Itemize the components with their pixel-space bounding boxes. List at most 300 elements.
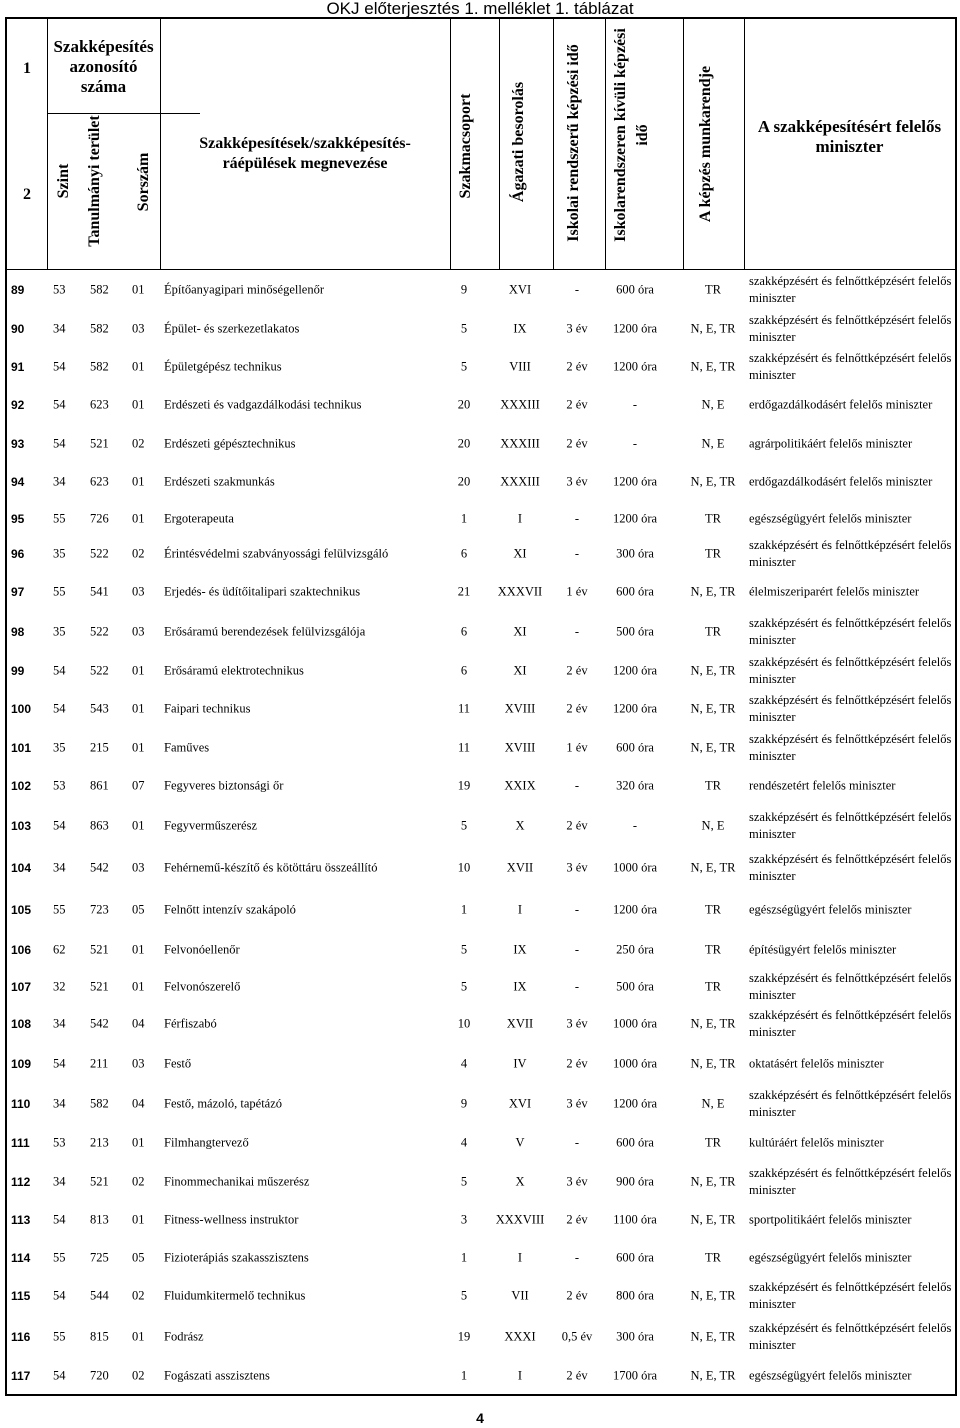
cell-no: 109 bbox=[11, 1057, 32, 1071]
cell-fld: 544 bbox=[90, 1288, 109, 1303]
cell-min: szakképzésért és felnőttképzésért felelős miniszter bbox=[749, 1320, 952, 1352]
cell-ser: 05 bbox=[132, 902, 145, 917]
cell-no: 107 bbox=[11, 980, 32, 994]
cell-ser: 07 bbox=[132, 778, 145, 793]
cell-no: 101 bbox=[11, 741, 32, 755]
cell-fld: 861 bbox=[90, 778, 109, 793]
cell-ser: 01 bbox=[132, 397, 145, 412]
cell-name: Fluidumkitermelő technikus bbox=[164, 1288, 306, 1303]
cell-sched: N, E, TR bbox=[690, 1212, 736, 1227]
cell-extra: 1200 óra bbox=[612, 474, 658, 489]
cell-school: 2 év bbox=[566, 397, 588, 412]
cell-fld: 725 bbox=[90, 1250, 109, 1264]
cell-sched: N, E bbox=[701, 818, 725, 832]
grid-line bbox=[605, 19, 606, 269]
cell-fld: 623 bbox=[90, 474, 109, 489]
cell-grp: 11 bbox=[457, 740, 471, 755]
cell-extra: 1700 óra bbox=[612, 1368, 658, 1382]
table-row bbox=[7, 689, 955, 729]
cell-ser: 05 bbox=[132, 1250, 145, 1264]
cell-lvl: 54 bbox=[53, 663, 66, 677]
cell-name: Fogászati asszisztens bbox=[164, 1368, 270, 1382]
cell-fld: 522 bbox=[90, 546, 109, 561]
grid-line bbox=[499, 19, 500, 269]
cell-name: Férfiszabó bbox=[164, 1016, 217, 1031]
cell-name: Felvonószerelő bbox=[164, 979, 241, 994]
cell-lvl: 32 bbox=[53, 979, 66, 994]
cell-school: 2 év bbox=[566, 818, 588, 832]
cell-ser: 01 bbox=[132, 740, 145, 755]
grid-line bbox=[683, 19, 684, 269]
cell-ser: 02 bbox=[132, 546, 145, 561]
cell-lvl: 55 bbox=[53, 584, 66, 599]
table-row bbox=[7, 846, 955, 889]
cell-grp: 5 bbox=[460, 1174, 468, 1188]
cell-sched: N, E, TR bbox=[690, 1056, 736, 1071]
table-row bbox=[7, 270, 955, 310]
cell-extra: 800 óra bbox=[616, 1288, 654, 1303]
header-row1-number: 1 bbox=[23, 60, 31, 77]
table-row bbox=[7, 1239, 955, 1276]
cell-name: Faipari technikus bbox=[164, 701, 251, 716]
cell-name: Erősáramú elektrotechnikus bbox=[164, 663, 304, 677]
cell-school: 2 év bbox=[566, 1368, 588, 1382]
cell-fld: 522 bbox=[90, 663, 109, 677]
cell-sec: IV bbox=[513, 1056, 527, 1071]
cell-lvl: 54 bbox=[53, 397, 66, 412]
cell-grp: 20 bbox=[457, 436, 471, 450]
cell-name: Fehérnemű-készítő és kötöttáru összeállító bbox=[164, 860, 378, 874]
cell-extra: 600 óra bbox=[616, 740, 654, 755]
cell-sec: V bbox=[515, 1135, 525, 1149]
cell-fld: 582 bbox=[90, 282, 109, 297]
cell-min: egészségügyért felelős miniszter bbox=[749, 1250, 912, 1264]
cell-min: szakképzésért és felnőttképzésért felelős miniszter bbox=[749, 313, 952, 344]
cell-lvl: 34 bbox=[53, 321, 66, 336]
table-row bbox=[7, 535, 955, 573]
cell-extra: 320 óra bbox=[616, 778, 654, 793]
cell-min: szakképzésért és felnőttképzésért felelős miniszter bbox=[749, 350, 952, 382]
cell-school: - bbox=[574, 902, 580, 917]
cell-no: 114 bbox=[11, 1250, 31, 1265]
cell-school: 3 év bbox=[566, 474, 588, 489]
cell-ser: 01 bbox=[132, 1212, 145, 1227]
cell-no: 104 bbox=[11, 860, 32, 875]
cell-lvl: 34 bbox=[53, 1016, 66, 1031]
cell-sched: N, E, TR bbox=[690, 1174, 736, 1188]
cell-school: - bbox=[574, 1250, 580, 1264]
cell-grp: 1 bbox=[460, 1368, 468, 1382]
cell-sched: N, E, TR bbox=[690, 584, 736, 599]
cell-name: Festő bbox=[164, 1056, 192, 1071]
cell-school: - bbox=[574, 624, 580, 638]
table-row bbox=[7, 1085, 955, 1123]
cell-school: 1 év bbox=[566, 740, 588, 755]
table-row bbox=[7, 1005, 955, 1043]
cell-lvl: 34 bbox=[53, 474, 66, 489]
cell-ser: 01 bbox=[132, 942, 145, 957]
cell-sec: XXXIII bbox=[500, 397, 540, 412]
cell-ser: 02 bbox=[132, 1174, 145, 1188]
cell-sec: I bbox=[517, 902, 523, 917]
cell-sched: N, E, TR bbox=[690, 860, 736, 874]
cell-ser: 04 bbox=[132, 1016, 145, 1031]
cell-ser: 03 bbox=[132, 321, 145, 336]
cell-ser: 03 bbox=[132, 860, 145, 874]
table-row bbox=[7, 425, 955, 462]
cell-name: Erdészeti szakmunkás bbox=[164, 474, 275, 489]
table-row bbox=[7, 310, 955, 348]
cell-ser: 01 bbox=[132, 1329, 145, 1343]
header-sector: Ágazati besorolás bbox=[510, 81, 527, 203]
cell-sec: X bbox=[515, 818, 525, 832]
cell-grp: 1 bbox=[460, 902, 468, 917]
cell-fld: 582 bbox=[90, 1096, 109, 1111]
cell-extra: 1200 óra bbox=[612, 663, 658, 677]
cell-fld: 521 bbox=[90, 1174, 109, 1188]
cell-school: 0,5 év bbox=[561, 1329, 593, 1343]
cell-sec: XXXIII bbox=[500, 474, 540, 489]
cell-ser: 01 bbox=[132, 511, 145, 525]
cell-grp: 9 bbox=[460, 1096, 468, 1111]
cell-fld: 542 bbox=[90, 1016, 109, 1031]
cell-name: Fegyveres biztonsági őr bbox=[164, 778, 284, 793]
cell-name: Finommechanikai műszerész bbox=[164, 1174, 310, 1188]
cell-fld: 582 bbox=[90, 321, 109, 336]
grid-line bbox=[450, 19, 451, 269]
cell-lvl: 53 bbox=[53, 282, 66, 297]
cell-grp: 5 bbox=[460, 321, 468, 336]
cell-extra: 1200 óra bbox=[612, 359, 658, 373]
cell-no: 115 bbox=[11, 1289, 31, 1303]
cell-min: szakképzésért és felnőttképzésért felelős miniszter bbox=[749, 693, 952, 724]
cell-sec: XXXVIII bbox=[495, 1212, 545, 1227]
cell-sched: TR bbox=[705, 902, 721, 917]
table-row bbox=[7, 385, 955, 425]
cell-school: 3 év bbox=[566, 1096, 588, 1111]
cell-no: 97 bbox=[11, 585, 25, 599]
cell-grp: 10 bbox=[457, 860, 471, 874]
header-school-time: Iskolai rendszerű képzési idő bbox=[565, 44, 582, 242]
cell-lvl: 35 bbox=[53, 546, 66, 561]
grid-line bbox=[47, 113, 200, 114]
cell-min: kultúráért felelős miniszter bbox=[749, 1135, 884, 1149]
cell-sec: XXXIII bbox=[500, 436, 540, 450]
cell-sec: X bbox=[515, 1174, 525, 1188]
cell-sec: XXXI bbox=[504, 1329, 536, 1343]
cell-sched: TR bbox=[705, 624, 721, 638]
cell-grp: 19 bbox=[457, 778, 471, 793]
cell-min: egészségügyért felelős miniszter bbox=[749, 511, 912, 525]
cell-ser: 01 bbox=[132, 818, 145, 832]
header-serial: Sorszám bbox=[135, 152, 152, 212]
cell-fld: 213 bbox=[90, 1135, 109, 1149]
cell-grp: 20 bbox=[457, 397, 471, 412]
page-title: OKJ előterjesztés 1. melléklet 1. táblázat bbox=[326, 0, 634, 18]
cell-no: 95 bbox=[11, 511, 25, 526]
cell-ser: 02 bbox=[132, 1368, 145, 1382]
cell-name: Érintésvédelmi szabványossági felülvizsgáló bbox=[164, 546, 389, 561]
cell-lvl: 54 bbox=[53, 818, 66, 832]
header-level: Szint bbox=[55, 163, 72, 199]
cell-grp: 5 bbox=[460, 818, 468, 832]
cell-school: 2 év bbox=[566, 663, 588, 677]
cell-extra: 300 óra bbox=[616, 1329, 654, 1343]
cell-ser: 02 bbox=[132, 1288, 145, 1303]
cell-extra: 300 óra bbox=[616, 546, 654, 561]
cell-lvl: 55 bbox=[53, 511, 66, 525]
header-row2-number: 2 bbox=[23, 186, 31, 203]
cell-extra: 600 óra bbox=[616, 584, 654, 599]
table-row bbox=[7, 611, 955, 652]
table-row bbox=[7, 1043, 955, 1085]
cell-name: Felvonóellenőr bbox=[164, 942, 240, 957]
cell-sec: XI bbox=[513, 663, 527, 677]
cell-sched: N, E bbox=[701, 1096, 725, 1111]
cell-sec: XXXVII bbox=[497, 584, 543, 599]
cell-grp: 1 bbox=[460, 1250, 468, 1264]
cell-no: 89 bbox=[11, 283, 25, 297]
cell-school: - bbox=[574, 546, 580, 561]
page-number: 4 bbox=[476, 1410, 484, 1426]
cell-sched: TR bbox=[705, 778, 721, 793]
cell-name: Építőanyagipari minőségellenőr bbox=[164, 282, 325, 297]
cell-no: 91 bbox=[11, 359, 25, 374]
cell-sched: N, E, TR bbox=[690, 1016, 736, 1031]
cell-name: Fodrász bbox=[164, 1329, 204, 1343]
cell-grp: 5 bbox=[460, 979, 468, 994]
cell-extra: 600 óra bbox=[616, 1250, 654, 1264]
cell-name: Erjedés- és üdítőitalipari szaktechnikus bbox=[164, 584, 361, 599]
cell-lvl: 54 bbox=[53, 1056, 66, 1071]
cell-sched: N, E, TR bbox=[690, 1368, 736, 1382]
cell-min: szakképzésért és felnőttképzésért felelős miniszter bbox=[749, 1088, 952, 1119]
cell-sched: N, E bbox=[701, 397, 725, 412]
cell-lvl: 54 bbox=[53, 1212, 66, 1227]
cell-school: - bbox=[574, 1135, 580, 1149]
cell-school: 3 év bbox=[566, 321, 588, 336]
cell-fld: 582 bbox=[90, 359, 109, 373]
cell-lvl: 34 bbox=[53, 1174, 66, 1188]
cell-sec: I bbox=[517, 1368, 523, 1382]
cell-name: Fegyverműszerész bbox=[164, 818, 258, 832]
cell-no: 103 bbox=[11, 818, 32, 833]
cell-no: 99 bbox=[11, 663, 25, 678]
table-row bbox=[7, 889, 955, 931]
cell-name: Épület- és szerkezetlakatos bbox=[164, 321, 300, 336]
cell-name: Ergoterapeuta bbox=[164, 511, 234, 525]
cell-school: 2 év bbox=[566, 436, 588, 450]
cell-ser: 01 bbox=[132, 1135, 145, 1149]
cell-lvl: 55 bbox=[53, 1250, 66, 1264]
cell-school: - bbox=[574, 511, 580, 525]
cell-name: Festő, mázoló, tapétázó bbox=[164, 1096, 283, 1111]
header-extra-time: Iskolarendszeren kívüli képzési idő bbox=[612, 28, 651, 242]
cell-grp: 1 bbox=[460, 511, 468, 525]
table-row bbox=[7, 1201, 955, 1239]
cell-no: 100 bbox=[11, 702, 32, 716]
cell-extra: 500 óra bbox=[616, 624, 654, 638]
cell-no: 116 bbox=[11, 1329, 31, 1344]
cell-sched: TR bbox=[705, 942, 721, 957]
cell-sec: IX bbox=[513, 942, 527, 957]
table-row bbox=[7, 767, 955, 805]
cell-name: Fizioterápiás szakasszisztens bbox=[164, 1250, 309, 1264]
cell-grp: 3 bbox=[460, 1212, 468, 1227]
cell-sched: N, E, TR bbox=[690, 740, 736, 755]
cell-no: 92 bbox=[11, 398, 25, 412]
header-schedule: A képzés munkarendje bbox=[697, 65, 714, 223]
cell-sched: TR bbox=[705, 282, 721, 297]
cell-extra: 1200 óra bbox=[612, 321, 658, 336]
cell-sched: TR bbox=[705, 1250, 721, 1264]
cell-fld: 543 bbox=[90, 701, 109, 716]
cell-min: egészségügyért felelős miniszter bbox=[749, 902, 912, 917]
cell-no: 90 bbox=[11, 322, 25, 336]
cell-no: 110 bbox=[11, 1097, 31, 1111]
cell-lvl: 54 bbox=[53, 701, 66, 716]
cell-fld: 863 bbox=[90, 818, 109, 832]
cell-name: Faműves bbox=[164, 740, 210, 755]
cell-grp: 6 bbox=[460, 624, 468, 638]
cell-lvl: 54 bbox=[53, 1368, 66, 1382]
cell-ser: 01 bbox=[132, 979, 145, 994]
cell-lvl: 34 bbox=[53, 1096, 66, 1111]
table-row bbox=[7, 931, 955, 969]
cell-school: 2 év bbox=[566, 1056, 588, 1071]
cell-extra: 1200 óra bbox=[612, 1096, 658, 1111]
cell-extra: - bbox=[632, 818, 638, 832]
cell-fld: 815 bbox=[90, 1329, 109, 1343]
cell-no: 105 bbox=[11, 903, 32, 917]
cell-sched: N, E, TR bbox=[690, 1329, 736, 1343]
cell-extra: 1200 óra bbox=[612, 902, 658, 917]
cell-ser: 01 bbox=[132, 663, 145, 677]
table-row bbox=[7, 969, 955, 1005]
table-row bbox=[7, 573, 955, 611]
cell-min: szakképzésért és felnőttképzésért felelős miniszter bbox=[749, 851, 952, 883]
header-field: Tanulmányi terület bbox=[86, 115, 103, 247]
cell-school: 3 év bbox=[566, 860, 588, 874]
cell-ser: 01 bbox=[132, 474, 145, 489]
cell-extra: 1200 óra bbox=[612, 701, 658, 716]
cell-sec: I bbox=[517, 511, 523, 525]
table-row bbox=[7, 805, 955, 846]
cell-no: 94 bbox=[11, 475, 25, 489]
cell-school: 3 év bbox=[566, 1016, 588, 1031]
cell-min: szakképzésért és felnőttképzésért felelős miniszter bbox=[749, 971, 952, 1002]
cell-fld: 215 bbox=[90, 740, 109, 755]
grid-line bbox=[160, 19, 161, 269]
cell-fld: 522 bbox=[90, 624, 109, 638]
cell-extra: 600 óra bbox=[616, 282, 654, 297]
cell-extra: 600 óra bbox=[616, 1135, 654, 1149]
qualifications-table bbox=[5, 17, 957, 1396]
table-row bbox=[7, 1123, 955, 1162]
cell-grp: 10 bbox=[457, 1016, 471, 1031]
cell-min: oktatásért felelős miniszter bbox=[749, 1056, 884, 1071]
cell-no: 108 bbox=[11, 1017, 32, 1031]
cell-sec: XVII bbox=[506, 1016, 534, 1031]
cell-extra: - bbox=[632, 436, 638, 450]
cell-school: 1 év bbox=[566, 584, 588, 599]
cell-grp: 6 bbox=[460, 546, 468, 561]
cell-grp: 19 bbox=[457, 1329, 471, 1343]
cell-grp: 5 bbox=[460, 1288, 468, 1303]
cell-grp: 5 bbox=[460, 942, 468, 957]
cell-ser: 03 bbox=[132, 1056, 145, 1071]
cell-grp: 21 bbox=[457, 584, 471, 599]
cell-min: szakképzésért és felnőttképzésért felelős miniszter bbox=[749, 538, 952, 569]
cell-lvl: 54 bbox=[53, 1288, 66, 1303]
cell-sec: VIII bbox=[509, 359, 531, 373]
cell-grp: 4 bbox=[460, 1056, 468, 1071]
cell-extra: 1000 óra bbox=[612, 1056, 658, 1071]
cell-fld: 211 bbox=[90, 1056, 109, 1071]
cell-sec: VII bbox=[511, 1288, 529, 1303]
cell-min: szakképzésért és felnőttképzésért felelős miniszter bbox=[749, 809, 952, 841]
cell-no: 112 bbox=[11, 1174, 31, 1189]
cell-no: 93 bbox=[11, 436, 25, 451]
cell-grp: 20 bbox=[457, 474, 471, 489]
cell-sec: XI bbox=[513, 624, 527, 638]
cell-sched: N, E, TR bbox=[690, 359, 736, 373]
cell-no: 111 bbox=[11, 1135, 30, 1150]
cell-min: egészségügyért felelős miniszter bbox=[749, 1368, 912, 1382]
cell-min: szakképzésért és felnőttképzésért felelős miniszter bbox=[749, 1165, 952, 1197]
cell-sched: N, E, TR bbox=[690, 1288, 736, 1303]
header-id-group: Szakképesítés azonosító száma bbox=[53, 37, 154, 96]
cell-fld: 813 bbox=[90, 1212, 109, 1227]
table-row bbox=[7, 1276, 955, 1316]
cell-name: Felnőtt intenzív szakápoló bbox=[164, 902, 296, 917]
cell-lvl: 35 bbox=[53, 740, 66, 755]
cell-lvl: 54 bbox=[53, 436, 66, 450]
cell-fld: 521 bbox=[90, 436, 109, 450]
cell-school: 2 év bbox=[566, 1288, 588, 1303]
cell-school: - bbox=[574, 282, 580, 297]
cell-fld: 723 bbox=[90, 902, 109, 917]
cell-ser: 03 bbox=[132, 624, 145, 638]
cell-extra: 1000 óra bbox=[612, 1016, 658, 1031]
cell-min: szakképzésért és felnőttképzésért felelős miniszter bbox=[749, 732, 952, 763]
cell-name: Fitness-wellness instruktor bbox=[164, 1212, 299, 1227]
cell-fld: 542 bbox=[90, 860, 109, 874]
cell-sec: XI bbox=[513, 546, 527, 561]
cell-no: 117 bbox=[11, 1368, 31, 1383]
cell-fld: 623 bbox=[90, 397, 109, 412]
cell-extra: - bbox=[632, 397, 638, 412]
cell-no: 98 bbox=[11, 624, 25, 639]
cell-lvl: 54 bbox=[53, 359, 66, 373]
cell-sec: XXIX bbox=[504, 778, 536, 793]
cell-min: erdőgazdálkodásért felelős miniszter bbox=[749, 474, 933, 489]
grid-line bbox=[553, 19, 554, 269]
cell-sched: N, E, TR bbox=[690, 663, 736, 677]
table-row bbox=[7, 1316, 955, 1357]
cell-sched: TR bbox=[705, 979, 721, 994]
cell-min: szakképzésért és felnőttképzésért felelős miniszter bbox=[749, 654, 952, 686]
cell-min: erdőgazdálkodásért felelős miniszter bbox=[749, 397, 933, 412]
cell-grp: 11 bbox=[457, 701, 471, 716]
table-row bbox=[7, 1162, 955, 1201]
cell-school: 3 év bbox=[566, 1174, 588, 1188]
cell-extra: 900 óra bbox=[616, 1174, 654, 1188]
cell-extra: 500 óra bbox=[616, 979, 654, 994]
cell-sched: N, E, TR bbox=[690, 321, 736, 336]
cell-min: sportpolitikáért felelős miniszter bbox=[749, 1212, 912, 1227]
cell-sched: TR bbox=[705, 546, 721, 561]
